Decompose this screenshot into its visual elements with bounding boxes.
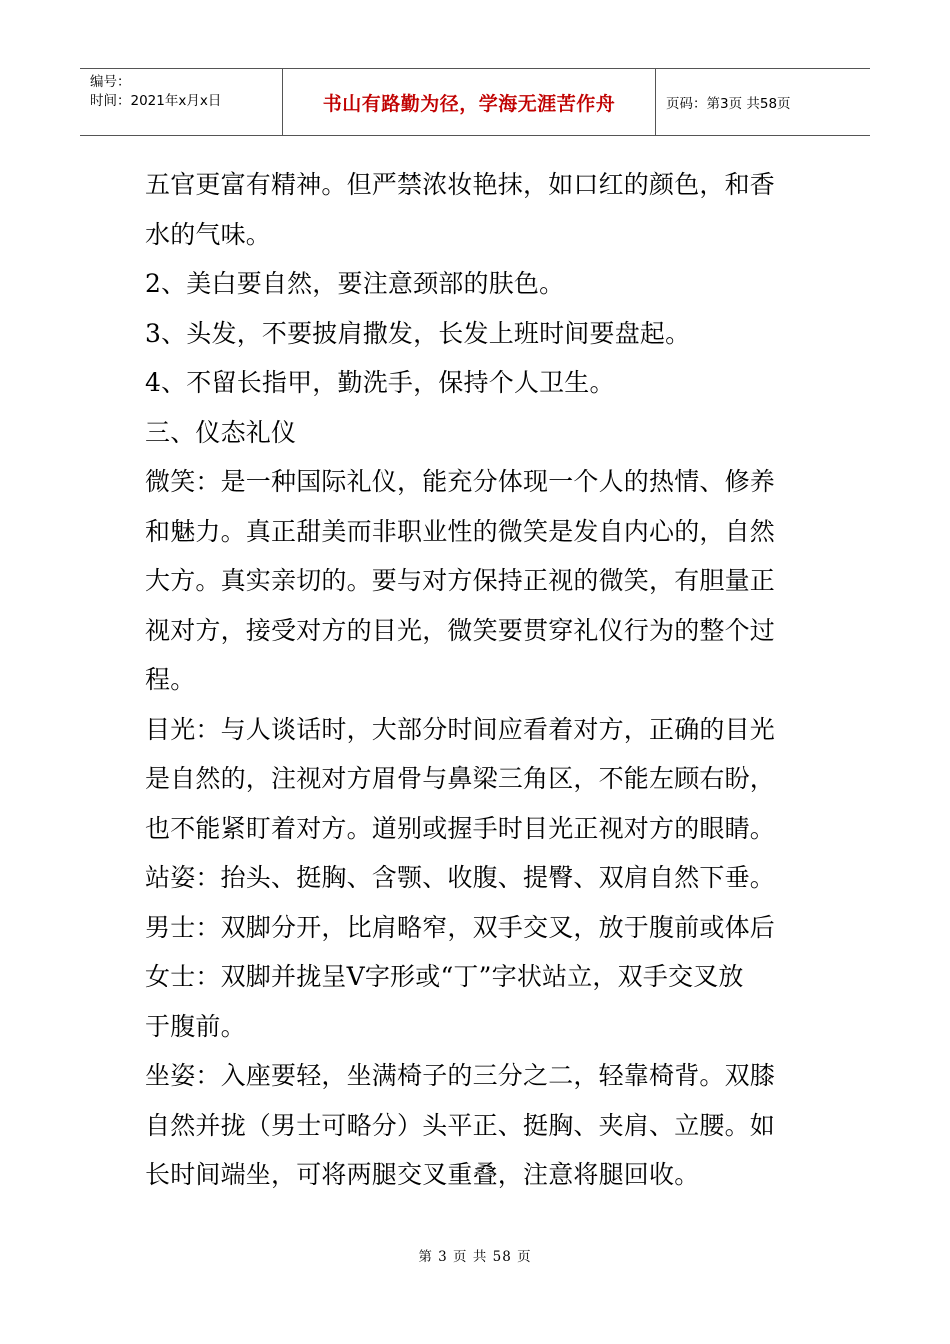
- body-line: 3、头发，不要披肩撒发，长发上班时间要盘起。: [145, 318, 691, 348]
- body-line: 4、不留长指甲，勤洗手，保持个人卫生。: [145, 368, 615, 397]
- body-line: 大方。真实亲切的。要与对方保持正视的微笑，有胆量正: [145, 566, 776, 595]
- body-line: 和魅力。真正甜美而非职业性的微笑是发自内心的，自然: [145, 516, 776, 546]
- body-line: 2、美白要自然，要注意颈部的肤色。: [145, 269, 565, 298]
- body-line: 水的气味。: [145, 219, 272, 249]
- body-line: 微笑：是一种国际礼仪，能充分体现一个人的热情、修养: [145, 467, 776, 496]
- body-line: 目光：与人谈话时，大部分时间应看着对方，正确的目光: [145, 714, 776, 744]
- doc-time-label: 时间：2021年x月x日: [90, 93, 222, 109]
- body-line: 是自然的，注视对方眉骨与鼻梁三角区，不能左顾右盼，: [145, 764, 776, 793]
- header-page-info: 页码：第3页 共58页: [666, 96, 791, 112]
- body-line: 自然并拢（男士可略分）头平正、挺胸、夹肩、立腰。如: [145, 1110, 776, 1140]
- body-line: 程。: [145, 665, 196, 694]
- body-line: 视对方，接受对方的目光，微笑要贯穿礼仪行为的整个过: [145, 615, 776, 645]
- doc-number-label: 编号：: [90, 74, 131, 90]
- document-body: [145, 160, 810, 1200]
- body-line: 也不能紧盯着对方。道别或握手时目光正视对方的眼睛。: [145, 813, 776, 843]
- body-line: 女士：双脚并拢呈V字形或“丁”字状站立，双手交叉放: [145, 962, 744, 991]
- page-header: [80, 68, 870, 136]
- body-line: 于腹前。: [145, 1011, 246, 1041]
- section-heading: 三、仪态礼仪: [145, 417, 297, 447]
- body-line: 五官更富有精神。但严禁浓妆艳抹，如口红的颜色，和香: [145, 170, 776, 199]
- page-footer: 第 3 页 共 58 页: [418, 1249, 532, 1265]
- body-line: 长时间端坐，可将两腿交叉重叠，注意将腿回收。: [145, 1160, 700, 1189]
- body-line: 站姿：抬头、挺胸、含颚、收腹、提臀、双肩自然下垂。: [145, 863, 776, 892]
- header-meta: [80, 69, 283, 135]
- body-line: 坐姿：入座要轻，坐满椅子的三分之二，轻靠椅背。双膝: [145, 1061, 776, 1090]
- body-line: 男士：双脚分开，比肩略窄，双手交叉，放于腹前或体后: [145, 912, 776, 942]
- header-motto: 书山有路勤为径，学海无涯苦作舟: [283, 69, 656, 135]
